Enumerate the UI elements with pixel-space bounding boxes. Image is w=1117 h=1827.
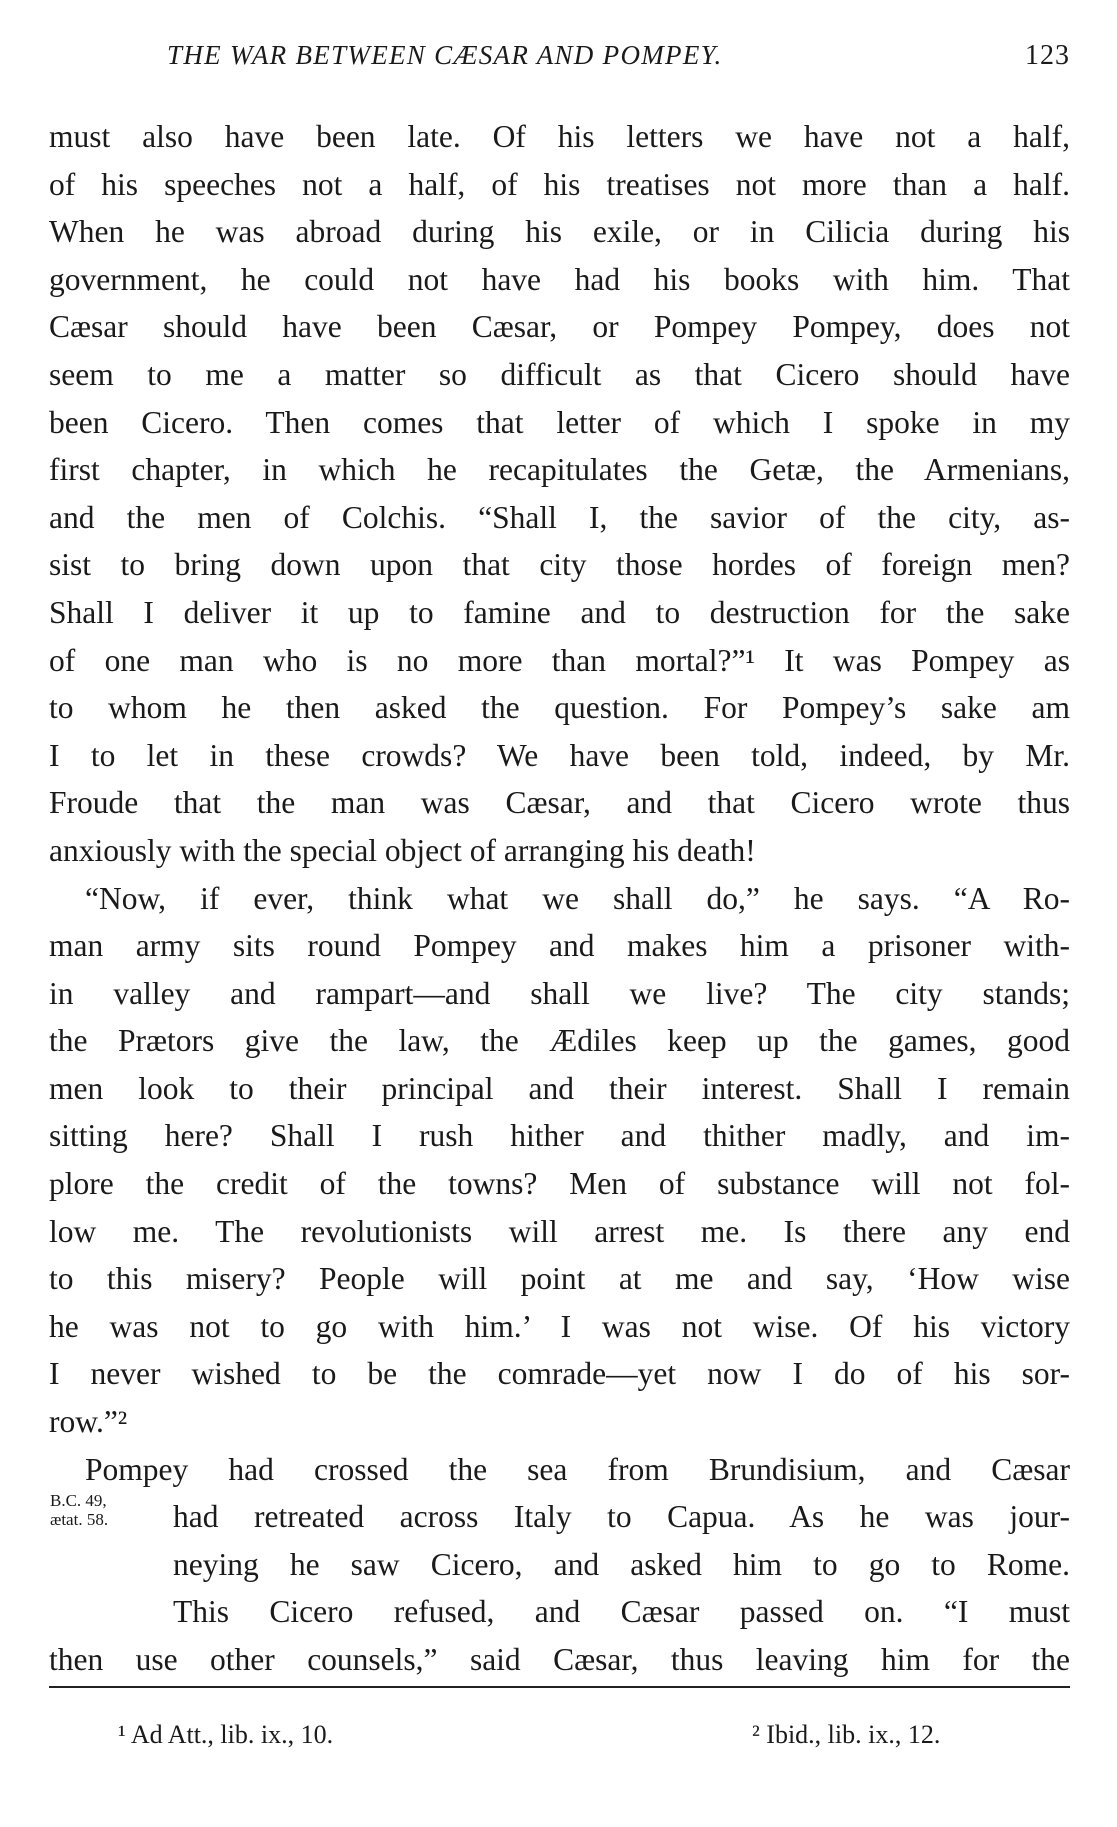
text-line: in valley and rampart—and shall we live? The city stands;: [49, 975, 1070, 1011]
footnote-1: ¹ Ad Att., lib. ix., 10.: [118, 1720, 334, 1749]
text-line: Froude that the man was Cæsar, and that Cicero wrote thus: [49, 785, 1070, 821]
paragraph-end-line: anxiously with the special object of arranging his death!: [49, 832, 756, 868]
text-line: Shall I deliver it up to famine and to destruction for the sake: [49, 594, 1070, 630]
text-line: and the men of Colchis. “Shall I, the savior of the city, as-: [49, 499, 1070, 535]
margin-note-year: B.C. 49,: [50, 1491, 107, 1510]
running-title: THE WAR BETWEEN CÆSAR AND POMPEY.: [167, 40, 723, 70]
paragraph-start-line: “Now, if ever, think what we shall do,” he says. “A Ro-: [85, 880, 1070, 916]
text-line: had retreated across Italy to Capua. As he was jour-: [173, 1499, 1070, 1535]
text-line: plore the credit of the towns? Men of substance will not fol-: [49, 1166, 1070, 1202]
text-line: men look to their principal and their interest. Shall I remain: [49, 1070, 1070, 1106]
text-line: sist to bring down upon that city those hordes of foreign men?: [49, 547, 1070, 583]
text-line: must also have been late. Of his letters we have not a half,: [49, 119, 1070, 154]
footnote-divider: [49, 1686, 1070, 1688]
paragraph-start-line: Pompey had crossed the sea from Brundisium, and Cæsar: [85, 1451, 1070, 1487]
text-line: I to let in these crowds? We have been told, indeed, by Mr.: [49, 737, 1070, 773]
text-line: first chapter, in which he recapitulates the Getæ, the Armenians,: [49, 452, 1070, 488]
text-line: seem to me a matter so difficult as that Cicero should have: [49, 356, 1070, 392]
text-line: been Cicero. Then comes that letter of which I spoke in my: [49, 404, 1070, 440]
body-text: [49, 113, 1070, 1684]
page-number: 123: [1025, 40, 1070, 71]
text-line: of his speeches not a half, of his treatises not more than a half.: [49, 166, 1070, 202]
text-line: neying he saw Cicero, and asked him to go to Rome.: [173, 1546, 1070, 1582]
text-line: the Prætors give the law, the Ædiles keep up the games, good: [49, 1023, 1070, 1059]
text-line: This Cicero refused, and Cæsar passed on. “I must: [173, 1594, 1070, 1630]
text-line: man army sits round Pompey and makes him a prisoner with-: [49, 928, 1070, 964]
text-line: to whom he then asked the question. For Pompey’s sake am: [49, 690, 1070, 726]
text-line: I never wished to be the comrade—yet now I do of his sor-: [49, 1356, 1070, 1392]
text-line: When he was abroad during his exile, or in Cilicia during his: [49, 214, 1070, 250]
paragraph-end-line: row.”²: [49, 1404, 128, 1440]
text-line: government, he could not have had his books with him. That: [49, 261, 1070, 297]
text-line: to this misery? People will point at me and say, ‘How wise: [49, 1261, 1070, 1297]
text-line: low me. The revolutionists will arrest me. Is there any end: [49, 1213, 1070, 1249]
text-line: then use other counsels,” said Cæsar, thus leaving him for the: [49, 1642, 1070, 1677]
text-line: sitting here? Shall I rush hither and thither madly, and im-: [49, 1118, 1070, 1154]
margin-note-date: [50, 1491, 108, 1529]
text-line: he was not to go with him.’ I was not wise. Of his victory: [49, 1308, 1070, 1344]
page-header: [167, 40, 1070, 86]
text-line: of one man who is no more than mortal?”¹ It was Pompey as: [49, 642, 1070, 678]
margin-note-age: ætat. 58.: [50, 1510, 109, 1529]
footnote-2: ² Ibid., lib. ix., 12.: [752, 1720, 941, 1749]
text-line: Cæsar should have been Cæsar, or Pompey Pompey, does not: [49, 309, 1070, 345]
